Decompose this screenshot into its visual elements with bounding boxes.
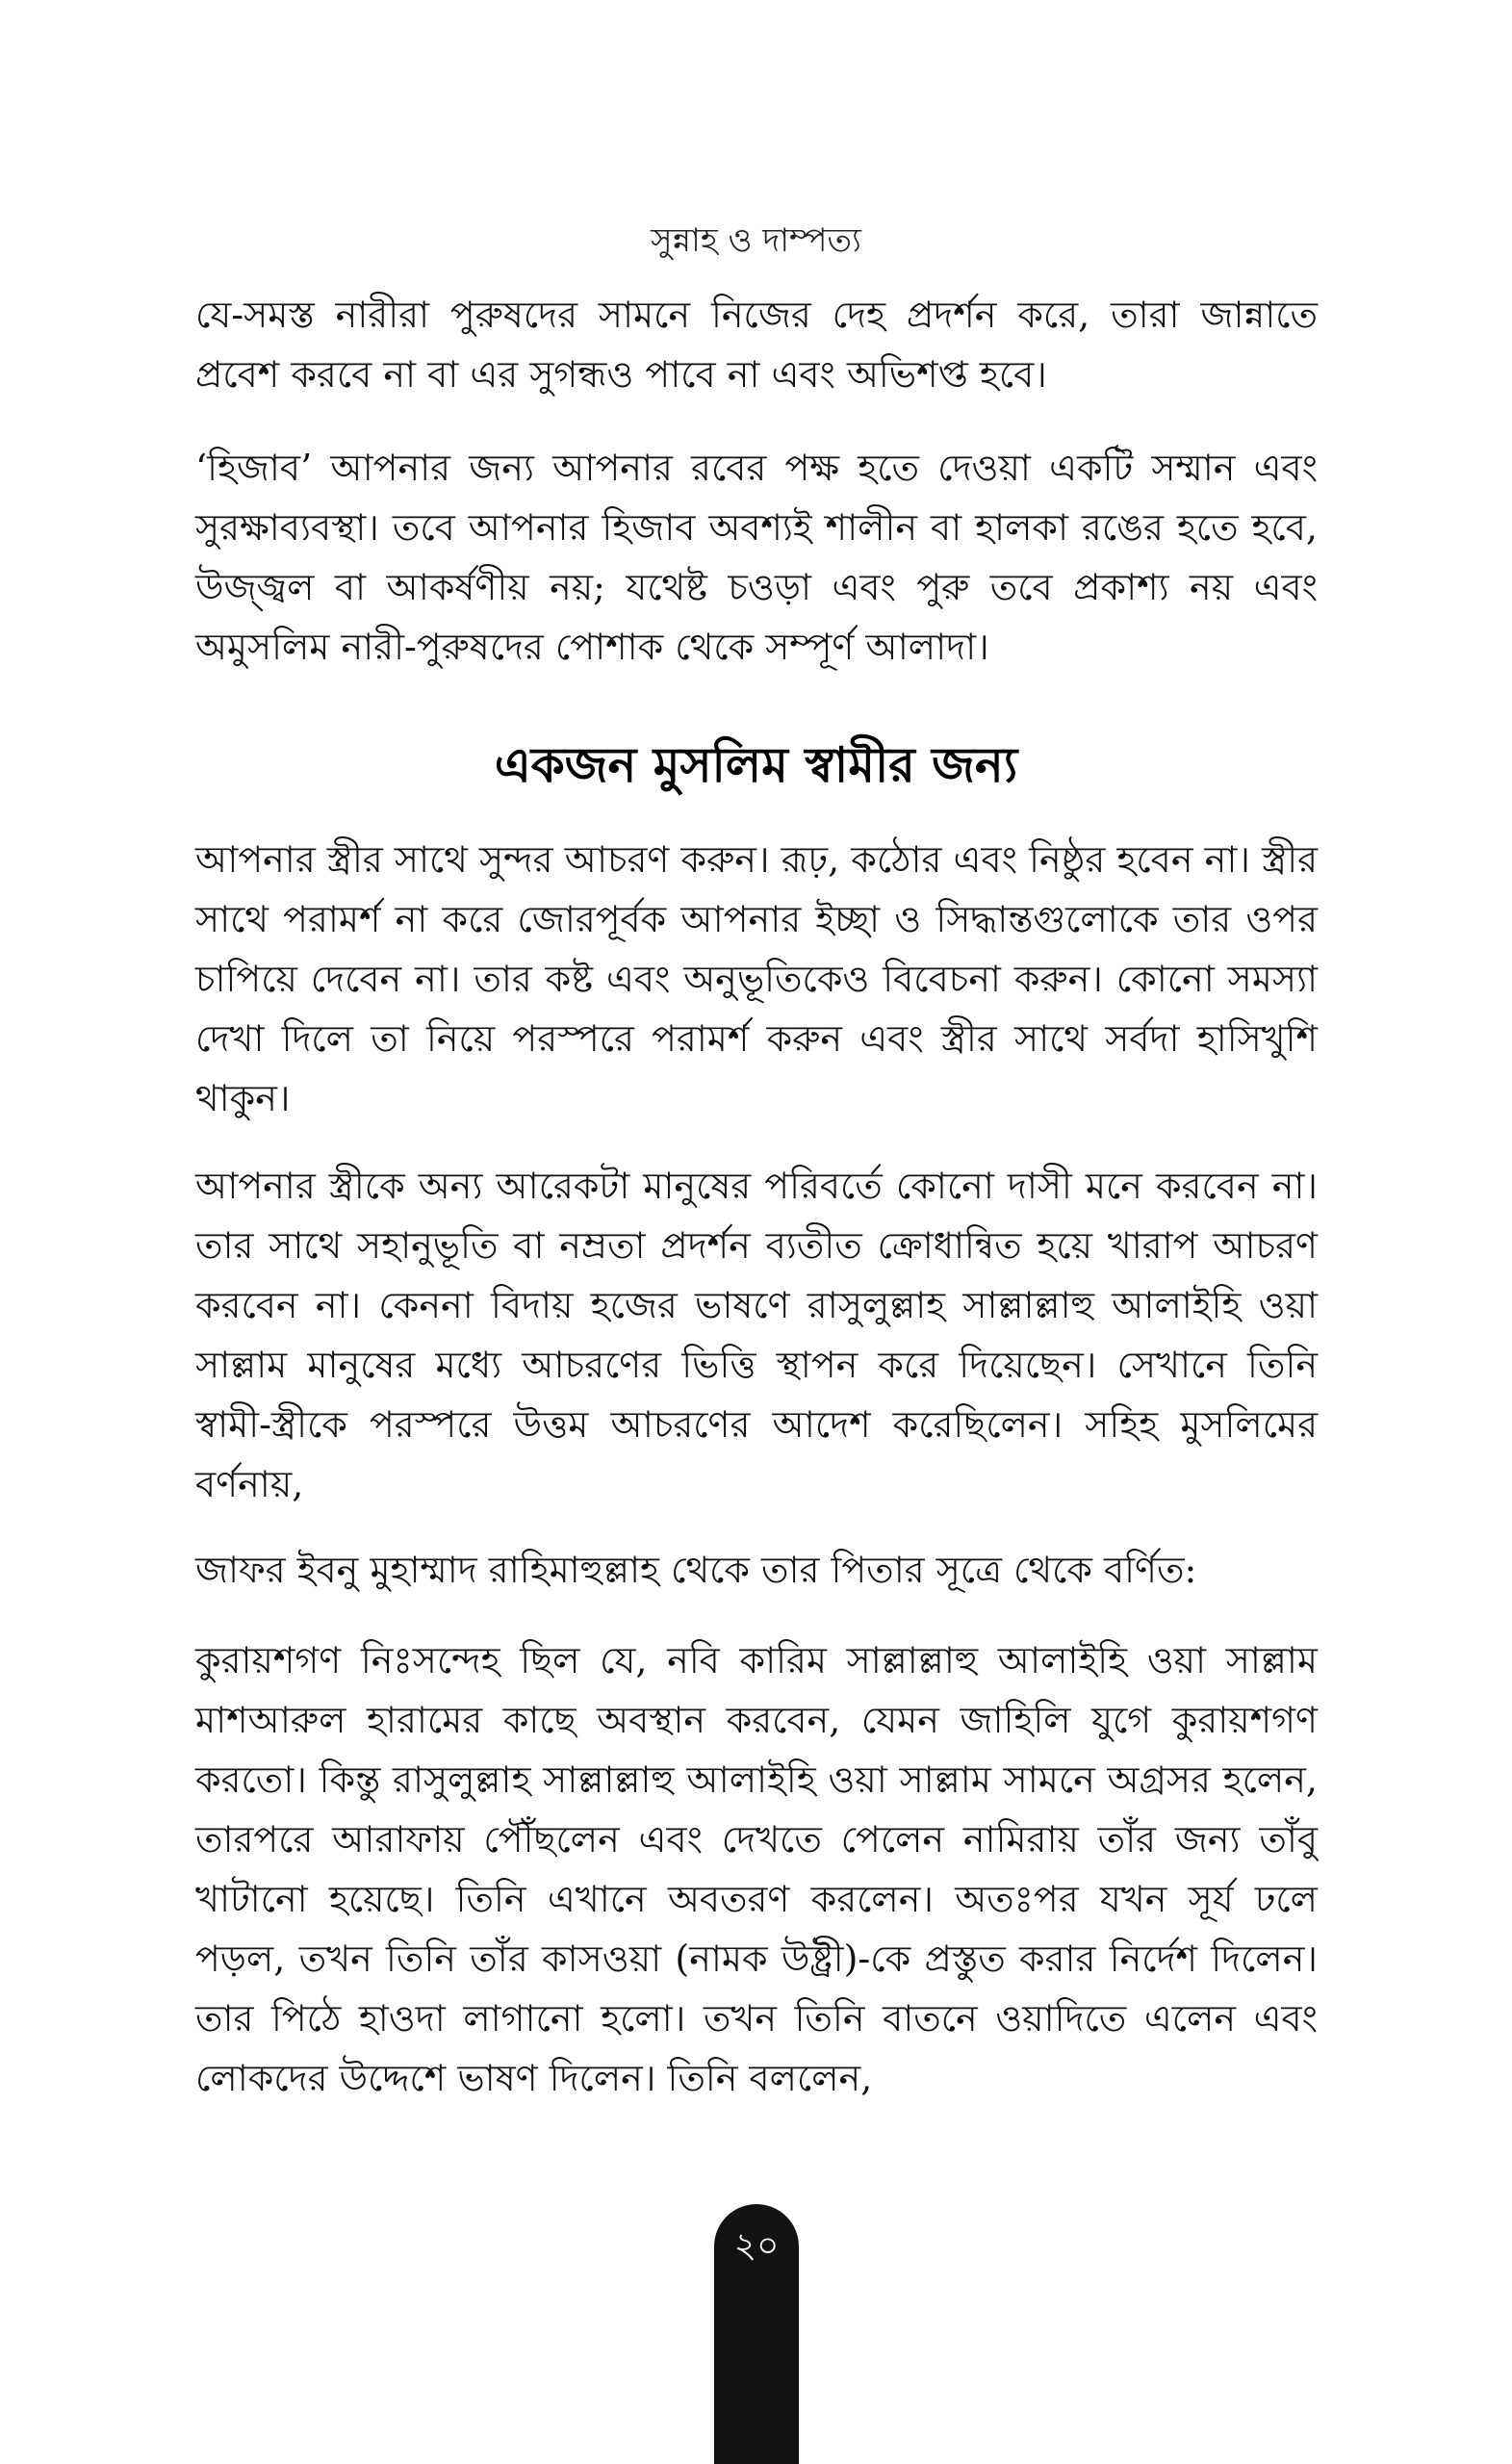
- paragraph-hijab-warning: [195, 285, 1318, 404]
- paragraph-text: ‘হিজাব’ আপনার জন্য আপনার রবের পক্ষ হতে দেওয়া একটি সম্মান এবং সুরক্ষাব্যবস্থা। তবে আপনার হিজাব অবশ্যই শালীন বা হালকা রঙের হতে হবে, উজ্জ্বল বা আকর্ষণীয় নয়; যথেষ্ট চওড়া এবং পুরু তবে প্রকাশ্য নয় এবং অমুসলিম নারী-পুরুষদের পোশাক থেকে সম্পূর্ণ আলাদা।: [195, 447, 1318, 668]
- paragraph-text: যে-সমস্ত নারীরা পুরুষদের সামনে নিজের দেহ প্রদর্শন করে, তারা জান্নাতে প্রবেশ করবে না বা এর সুগন্ধও পাবে না এবং অভিশপ্ত হবে।: [195, 294, 1318, 396]
- paragraph-not-servant: [195, 1156, 1318, 1514]
- section-heading-wrapper: [0, 732, 1512, 799]
- paragraph-hijab-description: [195, 438, 1318, 677]
- running-header-title: সুন্নাহ ও দাম্পত্য: [651, 221, 861, 260]
- paragraph-text: আপনার স্ত্রীর সাথে সুন্দর আচরণ করুন। রূঢ়, কঠোর এবং নিষ্ঠুর হবেন না। স্ত্রীর সাথে পরামর্শ না করে জোরপূর্বক আপনার ইচ্ছা ও সিদ্ধান্তগুলোকে তার ওপর চাপিয়ে দেবেন না। তার কষ্ট এবং অনুভূতিকেও বিবেচনা করুন। কোনো সমস্যা দেখা দিলে তা নিয়ে পরস্পরে পরামর্শ করুন এবং স্ত্রীর সাথে সর্বদা হাসিখুশি থাকুন।: [195, 838, 1318, 1119]
- paragraph-text: কুরায়শগণ নিঃসন্দেহ ছিল যে, নবি কারিম সাল্লাল্লাহু আলাইহি ওয়া সাল্লাম মাশআরুল হারামের কাছে অবস্থান করবেন, যেমন জাহিলি যুগে কুরায়শগণ করতো। কিন্তু রাসুলুল্লাহ সাল্লাল্লাহু আলাইহি ওয়া সাল্লাম সামনে অগ্রসর হলেন, তারপরে আরাফায় পৌঁছলেন এবং দেখতে পেলেন নামিরায় তাঁর জন্য তাঁবু খাটানো হয়েছে। তিনি এখানে অবতরণ করলেন। অতঃপর যখন সূর্য ঢলে পড়ল, তখন তিনি তাঁর কাসওয়া (নামক উষ্ট্রী)-কে প্রস্তুত করার নির্দেশ দিলেন। তার পিঠে হাওদা লাগানো হলো। তখন তিনি বাতনে ওয়াদিতে এলেন এবং লোকদের উদ্দেশে ভাষণ দিলেন। তিনি বললেন,: [195, 1639, 1318, 2099]
- page-number: ২০: [733, 2226, 780, 2266]
- paragraph-hadith-narration: [195, 1630, 1318, 2108]
- paragraph-good-conduct: [195, 830, 1318, 1128]
- paragraph-narration-source: [195, 1540, 1318, 1600]
- section-heading: একজন মুসলিম স্বামীর জন্য: [494, 737, 1018, 793]
- paragraph-text: জাফর ইবনু মুহাম্মাদ রাহিমাহুল্লাহ থেকে তার পিতার সূত্রে থেকে বর্ণিত:: [195, 1549, 1197, 1591]
- paragraph-text: আপনার স্ত্রীকে অন্য আরেকটা মানুষের পরিবর্তে কোনো দাসী মনে করবেন না। তার সাথে সহানুভূতি বা নম্রতা প্রদর্শন ব্যতীত ক্রোধান্বিত হয়ে খারাপ আচরণ করবেন না। কেননা বিদায় হজের ভাষণে রাসুলুল্লাহ সাল্লাল্লাহু আলাইহি ওয়া সাল্লাম মানুষের মধ্যে আচরণের ভিত্তি স্থাপন করে দিয়েছেন। সেখানে তিনি স্বামী-স্ত্রীকে পরস্পরে উত্তম আচরণের আদেশ করেছিলেন। সহিহ মুসলিমের বর্ণনায়,: [195, 1165, 1318, 1505]
